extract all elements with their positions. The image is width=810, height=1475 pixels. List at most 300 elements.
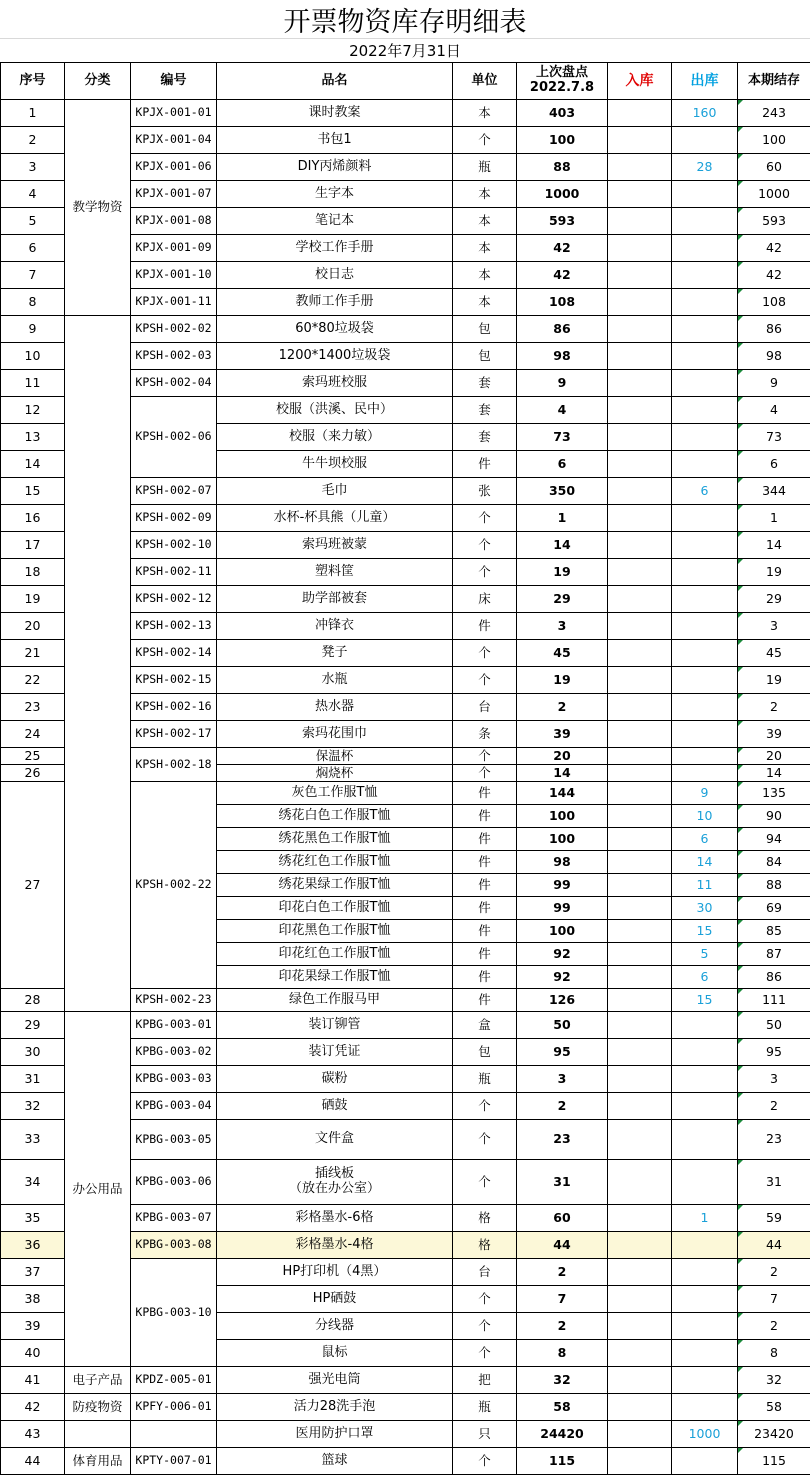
seq-cell[interactable]: 43: [1, 1421, 65, 1448]
in-qty-cell[interactable]: [608, 262, 672, 289]
in-qty-cell[interactable]: [608, 748, 672, 765]
seq-cell[interactable]: 17: [1, 532, 65, 559]
unit-cell[interactable]: 本: [453, 208, 517, 235]
code-cell[interactable]: KPBG-003-05: [131, 1120, 217, 1160]
unit-cell[interactable]: 件: [453, 851, 517, 874]
in-qty-cell[interactable]: [608, 1313, 672, 1340]
code-cell[interactable]: KPJX-001-08: [131, 208, 217, 235]
out-qty-cell[interactable]: 160: [672, 100, 738, 127]
out-qty-cell[interactable]: [672, 1232, 738, 1259]
item-name-cell[interactable]: 助学部被套: [217, 586, 453, 613]
in-qty-cell[interactable]: [608, 370, 672, 397]
out-qty-cell[interactable]: [672, 1012, 738, 1039]
prev-count-cell[interactable]: 88: [517, 154, 608, 181]
code-cell[interactable]: KPSH-002-13: [131, 613, 217, 640]
unit-cell[interactable]: 个: [453, 640, 517, 667]
code-cell[interactable]: KPSH-002-17: [131, 721, 217, 748]
seq-cell[interactable]: 31: [1, 1066, 65, 1093]
seq-cell[interactable]: 39: [1, 1313, 65, 1340]
item-name-cell[interactable]: 硒鼓: [217, 1093, 453, 1120]
seq-cell[interactable]: 38: [1, 1286, 65, 1313]
item-name-cell[interactable]: 笔记本: [217, 208, 453, 235]
item-name-cell[interactable]: 文件盒: [217, 1120, 453, 1160]
prev-count-cell[interactable]: 144: [517, 782, 608, 805]
balance-cell[interactable]: 69: [738, 897, 810, 920]
seq-cell[interactable]: 23: [1, 694, 65, 721]
unit-cell[interactable]: 张: [453, 478, 517, 505]
code-cell[interactable]: KPSH-002-14: [131, 640, 217, 667]
balance-cell[interactable]: 44: [738, 1232, 810, 1259]
item-name-cell[interactable]: 篮球: [217, 1448, 453, 1475]
out-qty-cell[interactable]: [672, 640, 738, 667]
header-balance[interactable]: 本期结存: [738, 63, 810, 100]
unit-cell[interactable]: 个: [453, 1120, 517, 1160]
balance-cell[interactable]: 60: [738, 154, 810, 181]
in-qty-cell[interactable]: [608, 1120, 672, 1160]
in-qty-cell[interactable]: [608, 505, 672, 532]
code-cell[interactable]: KPSH-002-22: [131, 782, 217, 989]
in-qty-cell[interactable]: [608, 100, 672, 127]
balance-cell[interactable]: 135: [738, 782, 810, 805]
balance-cell[interactable]: 31: [738, 1160, 810, 1205]
balance-cell[interactable]: 29: [738, 586, 810, 613]
seq-cell[interactable]: 40: [1, 1340, 65, 1367]
unit-cell[interactable]: 件: [453, 613, 517, 640]
item-name-cell[interactable]: 牛牛坝校服: [217, 451, 453, 478]
prev-count-cell[interactable]: 39: [517, 721, 608, 748]
unit-cell[interactable]: 个: [453, 532, 517, 559]
in-qty-cell[interactable]: [608, 851, 672, 874]
seq-cell[interactable]: 10: [1, 343, 65, 370]
seq-cell[interactable]: 44: [1, 1448, 65, 1475]
prev-count-cell[interactable]: 100: [517, 920, 608, 943]
code-cell[interactable]: KPSH-002-02: [131, 316, 217, 343]
unit-cell[interactable]: 格: [453, 1205, 517, 1232]
in-qty-cell[interactable]: [608, 397, 672, 424]
out-qty-cell[interactable]: [672, 1448, 738, 1475]
item-name-cell[interactable]: 塑料筐: [217, 559, 453, 586]
item-name-cell[interactable]: 彩格墨水-6格: [217, 1205, 453, 1232]
out-qty-cell[interactable]: 1: [672, 1205, 738, 1232]
item-name-cell[interactable]: 生字本: [217, 181, 453, 208]
code-cell[interactable]: KPSH-002-09: [131, 505, 217, 532]
out-qty-cell[interactable]: 15: [672, 989, 738, 1012]
prev-count-cell[interactable]: 45: [517, 640, 608, 667]
in-qty-cell[interactable]: [608, 154, 672, 181]
balance-cell[interactable]: 23: [738, 1120, 810, 1160]
seq-cell[interactable]: 4: [1, 181, 65, 208]
category-cell[interactable]: 防疫物资: [65, 1394, 131, 1421]
in-qty-cell[interactable]: [608, 721, 672, 748]
prev-count-cell[interactable]: 100: [517, 127, 608, 154]
in-qty-cell[interactable]: [608, 897, 672, 920]
item-name-cell[interactable]: 索玛花围巾: [217, 721, 453, 748]
seq-cell[interactable]: 11: [1, 370, 65, 397]
unit-cell[interactable]: 件: [453, 943, 517, 966]
in-qty-cell[interactable]: [608, 640, 672, 667]
unit-cell[interactable]: 个: [453, 1286, 517, 1313]
in-qty-cell[interactable]: [608, 316, 672, 343]
prev-count-cell[interactable]: 108: [517, 289, 608, 316]
seq-cell[interactable]: 18: [1, 559, 65, 586]
in-qty-cell[interactable]: [608, 694, 672, 721]
prev-count-cell[interactable]: 4: [517, 397, 608, 424]
out-qty-cell[interactable]: 30: [672, 897, 738, 920]
prev-count-cell[interactable]: 92: [517, 943, 608, 966]
balance-cell[interactable]: 45: [738, 640, 810, 667]
item-name-cell[interactable]: 印花果绿工作服T恤: [217, 966, 453, 989]
unit-cell[interactable]: 盒: [453, 1012, 517, 1039]
unit-cell[interactable]: 个: [453, 1093, 517, 1120]
balance-cell[interactable]: 344: [738, 478, 810, 505]
prev-count-cell[interactable]: 92: [517, 966, 608, 989]
balance-cell[interactable]: 2: [738, 1093, 810, 1120]
in-qty-cell[interactable]: [608, 782, 672, 805]
prev-count-cell[interactable]: 99: [517, 897, 608, 920]
unit-cell[interactable]: 件: [453, 920, 517, 943]
balance-cell[interactable]: 23420: [738, 1421, 810, 1448]
out-qty-cell[interactable]: [672, 262, 738, 289]
item-name-cell[interactable]: 1200*1400垃圾袋: [217, 343, 453, 370]
out-qty-cell[interactable]: 14: [672, 851, 738, 874]
unit-cell[interactable]: 个: [453, 748, 517, 765]
unit-cell[interactable]: 套: [453, 370, 517, 397]
out-qty-cell[interactable]: [672, 127, 738, 154]
balance-cell[interactable]: 2: [738, 1259, 810, 1286]
category-cell[interactable]: 电子产品: [65, 1367, 131, 1394]
out-qty-cell[interactable]: 11: [672, 874, 738, 897]
in-qty-cell[interactable]: [608, 424, 672, 451]
balance-cell[interactable]: 86: [738, 316, 810, 343]
item-name-cell[interactable]: 热水器: [217, 694, 453, 721]
out-qty-cell[interactable]: [672, 1093, 738, 1120]
seq-cell[interactable]: 7: [1, 262, 65, 289]
item-name-cell[interactable]: 学校工作手册: [217, 235, 453, 262]
prev-count-cell[interactable]: 58: [517, 1394, 608, 1421]
balance-cell[interactable]: 88: [738, 874, 810, 897]
in-qty-cell[interactable]: [608, 874, 672, 897]
category-cell[interactable]: 教学物资: [65, 100, 131, 316]
item-name-cell[interactable]: 装订凭证: [217, 1039, 453, 1066]
unit-cell[interactable]: 条: [453, 721, 517, 748]
item-name-cell[interactable]: 校日志: [217, 262, 453, 289]
unit-cell[interactable]: 包: [453, 343, 517, 370]
in-qty-cell[interactable]: [608, 943, 672, 966]
item-name-cell[interactable]: 校服（洪溪、民中）: [217, 397, 453, 424]
item-name-cell[interactable]: HP硒鼓: [217, 1286, 453, 1313]
out-qty-cell[interactable]: [672, 1313, 738, 1340]
prev-count-cell[interactable]: 350: [517, 478, 608, 505]
unit-cell[interactable]: 瓶: [453, 154, 517, 181]
header-name[interactable]: 品名: [217, 63, 453, 100]
out-qty-cell[interactable]: [672, 505, 738, 532]
seq-cell[interactable]: 28: [1, 989, 65, 1012]
out-qty-cell[interactable]: [672, 1120, 738, 1160]
out-qty-cell[interactable]: [672, 1259, 738, 1286]
item-name-cell[interactable]: HP打印机（4黑）: [217, 1259, 453, 1286]
prev-count-cell[interactable]: 8: [517, 1340, 608, 1367]
prev-count-cell[interactable]: 100: [517, 828, 608, 851]
seq-cell[interactable]: 33: [1, 1120, 65, 1160]
balance-cell[interactable]: 6: [738, 451, 810, 478]
unit-cell[interactable]: 个: [453, 127, 517, 154]
prev-count-cell[interactable]: 24420: [517, 1421, 608, 1448]
out-qty-cell[interactable]: 6: [672, 478, 738, 505]
balance-cell[interactable]: 84: [738, 851, 810, 874]
code-cell[interactable]: KPSH-002-04: [131, 370, 217, 397]
unit-cell[interactable]: 个: [453, 1313, 517, 1340]
category-cell[interactable]: 体育用品: [65, 1448, 131, 1475]
out-qty-cell[interactable]: [672, 613, 738, 640]
balance-cell[interactable]: 100: [738, 127, 810, 154]
prev-count-cell[interactable]: 2: [517, 1093, 608, 1120]
prev-count-cell[interactable]: 44: [517, 1232, 608, 1259]
balance-cell[interactable]: 593: [738, 208, 810, 235]
header-unit[interactable]: 单位: [453, 63, 517, 100]
code-cell[interactable]: KPBG-003-04: [131, 1093, 217, 1120]
out-qty-cell[interactable]: [672, 370, 738, 397]
prev-count-cell[interactable]: 20: [517, 748, 608, 765]
in-qty-cell[interactable]: [608, 289, 672, 316]
out-qty-cell[interactable]: [672, 586, 738, 613]
unit-cell[interactable]: 件: [453, 451, 517, 478]
prev-count-cell[interactable]: 403: [517, 100, 608, 127]
in-qty-cell[interactable]: [608, 532, 672, 559]
item-name-cell[interactable]: 水瓶: [217, 667, 453, 694]
seq-cell[interactable]: 13: [1, 424, 65, 451]
in-qty-cell[interactable]: [608, 1340, 672, 1367]
prev-count-cell[interactable]: 29: [517, 586, 608, 613]
in-qty-cell[interactable]: [608, 1039, 672, 1066]
in-qty-cell[interactable]: [608, 765, 672, 782]
in-qty-cell[interactable]: [608, 1367, 672, 1394]
out-qty-cell[interactable]: 6: [672, 966, 738, 989]
unit-cell[interactable]: 件: [453, 989, 517, 1012]
seq-cell[interactable]: 16: [1, 505, 65, 532]
code-cell[interactable]: KPBG-003-03: [131, 1066, 217, 1093]
item-name-cell[interactable]: 绣花红色工作服T恤: [217, 851, 453, 874]
item-name-cell[interactable]: 碳粉: [217, 1066, 453, 1093]
seq-cell[interactable]: 32: [1, 1093, 65, 1120]
out-qty-cell[interactable]: [672, 667, 738, 694]
out-qty-cell[interactable]: [672, 181, 738, 208]
balance-cell[interactable]: 2: [738, 1313, 810, 1340]
item-name-cell[interactable]: DIY丙烯颜料: [217, 154, 453, 181]
header-out[interactable]: 出库: [672, 63, 738, 100]
unit-cell[interactable]: 格: [453, 1232, 517, 1259]
seq-cell[interactable]: 12: [1, 397, 65, 424]
prev-count-cell[interactable]: 19: [517, 559, 608, 586]
unit-cell[interactable]: 本: [453, 262, 517, 289]
seq-cell[interactable]: 25: [1, 748, 65, 765]
item-name-cell[interactable]: 活力28洗手泡: [217, 1394, 453, 1421]
item-name-cell[interactable]: 彩格墨水-4格: [217, 1232, 453, 1259]
code-cell[interactable]: KPTY-007-01: [131, 1448, 217, 1475]
out-qty-cell[interactable]: [672, 1066, 738, 1093]
code-cell[interactable]: KPBG-003-01: [131, 1012, 217, 1039]
item-name-cell[interactable]: 索玛班校服: [217, 370, 453, 397]
prev-count-cell[interactable]: 95: [517, 1039, 608, 1066]
in-qty-cell[interactable]: [608, 1012, 672, 1039]
item-name-cell[interactable]: 强光电筒: [217, 1367, 453, 1394]
item-name-cell[interactable]: 冲锋衣: [217, 613, 453, 640]
balance-cell[interactable]: 87: [738, 943, 810, 966]
unit-cell[interactable]: 本: [453, 181, 517, 208]
in-qty-cell[interactable]: [608, 966, 672, 989]
balance-cell[interactable]: 111: [738, 989, 810, 1012]
category-cell[interactable]: [65, 316, 131, 1012]
in-qty-cell[interactable]: [608, 920, 672, 943]
code-cell[interactable]: KPDZ-005-01: [131, 1367, 217, 1394]
item-name-cell[interactable]: 凳子: [217, 640, 453, 667]
seq-cell[interactable]: 29: [1, 1012, 65, 1039]
out-qty-cell[interactable]: [672, 1394, 738, 1421]
code-cell[interactable]: KPJX-001-09: [131, 235, 217, 262]
seq-cell[interactable]: 21: [1, 640, 65, 667]
balance-cell[interactable]: 1000: [738, 181, 810, 208]
unit-cell[interactable]: 包: [453, 1039, 517, 1066]
out-qty-cell[interactable]: [672, 559, 738, 586]
in-qty-cell[interactable]: [608, 559, 672, 586]
item-name-cell[interactable]: 印花白色工作服T恤: [217, 897, 453, 920]
out-qty-cell[interactable]: [672, 316, 738, 343]
unit-cell[interactable]: 台: [453, 1259, 517, 1286]
unit-cell[interactable]: 件: [453, 874, 517, 897]
prev-count-cell[interactable]: 3: [517, 1066, 608, 1093]
code-cell[interactable]: KPJX-001-07: [131, 181, 217, 208]
code-cell[interactable]: KPSH-002-03: [131, 343, 217, 370]
balance-cell[interactable]: 2: [738, 694, 810, 721]
in-qty-cell[interactable]: [608, 613, 672, 640]
unit-cell[interactable]: 个: [453, 1160, 517, 1205]
seq-cell[interactable]: 8: [1, 289, 65, 316]
out-qty-cell[interactable]: 15: [672, 920, 738, 943]
in-qty-cell[interactable]: [608, 1093, 672, 1120]
seq-cell[interactable]: 3: [1, 154, 65, 181]
unit-cell[interactable]: 件: [453, 805, 517, 828]
item-name-cell[interactable]: 绿色工作服马甲: [217, 989, 453, 1012]
code-cell[interactable]: KPSH-002-15: [131, 667, 217, 694]
out-qty-cell[interactable]: 1000: [672, 1421, 738, 1448]
unit-cell[interactable]: 件: [453, 966, 517, 989]
unit-cell[interactable]: 本: [453, 235, 517, 262]
in-qty-cell[interactable]: [608, 989, 672, 1012]
in-qty-cell[interactable]: [608, 1259, 672, 1286]
balance-cell[interactable]: 7: [738, 1286, 810, 1313]
out-qty-cell[interactable]: [672, 765, 738, 782]
header-prev-count[interactable]: [517, 63, 608, 100]
unit-cell[interactable]: 瓶: [453, 1066, 517, 1093]
item-name-cell[interactable]: 焖烧杯: [217, 765, 453, 782]
balance-cell[interactable]: 86: [738, 966, 810, 989]
code-cell[interactable]: KPJX-001-10: [131, 262, 217, 289]
item-name-cell[interactable]: 60*80垃圾袋: [217, 316, 453, 343]
prev-count-cell[interactable]: 6: [517, 451, 608, 478]
prev-count-cell[interactable]: 126: [517, 989, 608, 1012]
prev-count-cell[interactable]: 2: [517, 1259, 608, 1286]
item-name-cell[interactable]: 校服（来力敏）: [217, 424, 453, 451]
unit-cell[interactable]: 只: [453, 1421, 517, 1448]
in-qty-cell[interactable]: [608, 127, 672, 154]
category-cell[interactable]: [65, 1421, 131, 1448]
prev-count-cell[interactable]: 3: [517, 613, 608, 640]
item-name-cell[interactable]: 鼠标: [217, 1340, 453, 1367]
code-cell[interactable]: KPBG-003-10: [131, 1259, 217, 1367]
balance-cell[interactable]: 90: [738, 805, 810, 828]
prev-count-cell[interactable]: 60: [517, 1205, 608, 1232]
in-qty-cell[interactable]: [608, 1286, 672, 1313]
prev-count-cell[interactable]: 99: [517, 874, 608, 897]
balance-cell[interactable]: 4: [738, 397, 810, 424]
item-name-cell[interactable]: 索玛班被蒙: [217, 532, 453, 559]
prev-count-cell[interactable]: 50: [517, 1012, 608, 1039]
in-qty-cell[interactable]: [608, 1448, 672, 1475]
prev-count-cell[interactable]: 1000: [517, 181, 608, 208]
balance-cell[interactable]: 50: [738, 1012, 810, 1039]
code-cell[interactable]: KPBG-003-02: [131, 1039, 217, 1066]
code-cell[interactable]: KPSH-002-18: [131, 748, 217, 782]
category-cell[interactable]: 办公用品: [65, 1012, 131, 1367]
seq-cell[interactable]: 24: [1, 721, 65, 748]
unit-cell[interactable]: 本: [453, 289, 517, 316]
header-seq[interactable]: 序号: [1, 63, 65, 100]
in-qty-cell[interactable]: [608, 1205, 672, 1232]
code-cell[interactable]: KPSH-002-23: [131, 989, 217, 1012]
out-qty-cell[interactable]: [672, 1286, 738, 1313]
unit-cell[interactable]: 包: [453, 316, 517, 343]
code-cell[interactable]: KPBG-003-07: [131, 1205, 217, 1232]
item-name-cell[interactable]: 保温杯: [217, 748, 453, 765]
in-qty-cell[interactable]: [608, 1232, 672, 1259]
header-category[interactable]: 分类: [65, 63, 131, 100]
item-name-cell[interactable]: 绣花白色工作服T恤: [217, 805, 453, 828]
in-qty-cell[interactable]: [608, 1160, 672, 1205]
prev-count-cell[interactable]: 42: [517, 262, 608, 289]
item-name-cell[interactable]: 书包1: [217, 127, 453, 154]
balance-cell[interactable]: 8: [738, 1340, 810, 1367]
item-name-cell[interactable]: 分线器: [217, 1313, 453, 1340]
balance-cell[interactable]: 19: [738, 559, 810, 586]
unit-cell[interactable]: 件: [453, 897, 517, 920]
out-qty-cell[interactable]: [672, 1340, 738, 1367]
code-cell[interactable]: KPJX-001-11: [131, 289, 217, 316]
item-name-cell[interactable]: 绣花果绿工作服T恤: [217, 874, 453, 897]
balance-cell[interactable]: 1: [738, 505, 810, 532]
in-qty-cell[interactable]: [608, 586, 672, 613]
balance-cell[interactable]: 19: [738, 667, 810, 694]
unit-cell[interactable]: 台: [453, 694, 517, 721]
balance-cell[interactable]: 85: [738, 920, 810, 943]
code-cell[interactable]: KPSH-002-12: [131, 586, 217, 613]
code-cell[interactable]: KPSH-002-16: [131, 694, 217, 721]
item-name-cell[interactable]: 医用防护口罩: [217, 1421, 453, 1448]
code-cell[interactable]: KPJX-001-01: [131, 100, 217, 127]
unit-cell[interactable]: 套: [453, 397, 517, 424]
balance-cell[interactable]: 32: [738, 1367, 810, 1394]
unit-cell[interactable]: 个: [453, 667, 517, 694]
unit-cell[interactable]: 个: [453, 1448, 517, 1475]
code-cell[interactable]: KPBG-003-08: [131, 1232, 217, 1259]
out-qty-cell[interactable]: 28: [672, 154, 738, 181]
in-qty-cell[interactable]: [608, 667, 672, 694]
unit-cell[interactable]: 件: [453, 828, 517, 851]
balance-cell[interactable]: 58: [738, 1394, 810, 1421]
out-qty-cell[interactable]: [672, 721, 738, 748]
item-name-cell[interactable]: 毛巾: [217, 478, 453, 505]
seq-cell[interactable]: 41: [1, 1367, 65, 1394]
code-cell[interactable]: KPSH-002-11: [131, 559, 217, 586]
unit-cell[interactable]: 把: [453, 1367, 517, 1394]
